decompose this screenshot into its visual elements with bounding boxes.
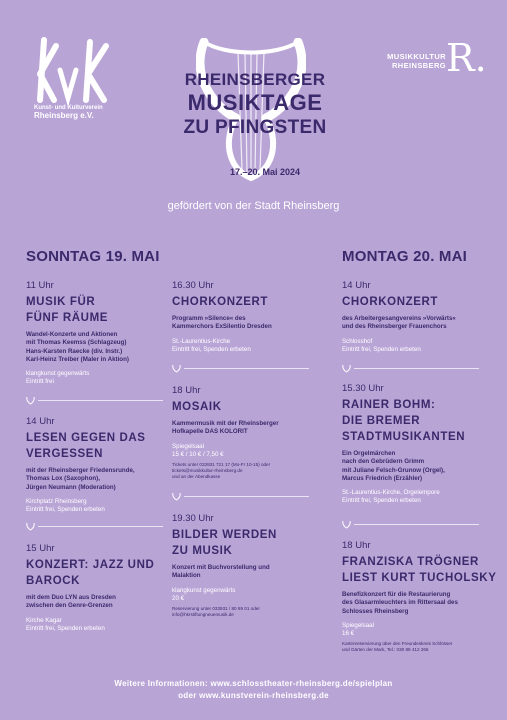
event-time: 11 Uhr: [26, 280, 54, 291]
event-time: 18 Uhr: [172, 385, 201, 396]
event-description: mit dem Duo LYN aus Dresden zwischen den Genre-Grenzen: [26, 594, 116, 610]
separator: [26, 522, 166, 531]
event-time: 18 Uhr: [342, 540, 371, 551]
day-header-sunday: SONNTAG 19. MAI: [26, 248, 160, 265]
event-venue: Kirche Kagar Eintritt frei, Spenden erbeten: [26, 616, 105, 632]
event-time: 14 Uhr: [342, 280, 371, 291]
event-time: 15 Uhr: [26, 543, 55, 554]
event-description: Kammermusik mit der Rheinsberger Hofkapelle DAS KOLORIT: [172, 420, 279, 436]
event-title: KONZERT: JAZZ UND BAROCK: [26, 559, 155, 587]
title-line-3: ZU PFINGSTEN: [183, 117, 327, 138]
event-title: CHORKONZERT: [172, 296, 269, 308]
mk-line-2: RHEINSBERG: [391, 61, 446, 70]
event-title: MUSIK FÜR FÜNF RÄUME: [26, 296, 109, 324]
kvk-subtitle: [34, 104, 124, 120]
event-title: CHORKONZERT: [342, 296, 439, 308]
event-ticket-info: Tickets unter 033931 721 17 (Mo-Fr 10-15) oder tickets@musikkultur-rheinsberg.de und an der Abendkasse: [172, 462, 271, 480]
event-time: 15.30 Uhr: [342, 383, 384, 394]
footer-info-line[interactable]: Weitere Informationen: www.schlosstheater-rheinsberg.de/spielplan: [114, 679, 393, 688]
event-venue: St.-Laurentius-Kirche Eintritt frei, Spenden erbeten: [172, 337, 251, 353]
event-card: [172, 513, 320, 618]
festival-title: [130, 70, 380, 140]
title-line-2: MUSIKTAGE: [187, 90, 323, 115]
footer: [0, 678, 507, 702]
separator: [342, 364, 482, 373]
event-card: [342, 383, 492, 506]
event-card: [26, 280, 174, 387]
event-description: Wandel-Konzerte und Aktionen mit Thomas Keemss (Schlagzeug) Hans-Karsten Raecke (div. Instr.) Karl-Heinz Treiber (Maler in Aktion): [26, 331, 129, 363]
lyre-small-icon: [172, 492, 181, 501]
lyre-small-icon: [172, 364, 181, 373]
day-header-monday: MONTAG 20. MAI: [342, 248, 468, 265]
kvk-subtitle-line1: Kunst- und Kulturverein: [34, 105, 103, 111]
title-line-1: RHEINSBERGER: [184, 70, 326, 89]
event-card: [26, 543, 174, 633]
event-description: Programm »Silence« des Kammerchors ExSilentio Dresden: [172, 315, 272, 331]
event-card: [342, 280, 492, 354]
funding-note: gefördert von der Stadt Rheinsberg: [167, 200, 340, 212]
event-venue: St.-Laurentius-Kirche, Orgelempore Eintritt frei, Spenden erbeten: [342, 489, 440, 505]
musikkultur-logo-r: R.: [446, 36, 487, 80]
event-card: [26, 416, 174, 514]
event-time: 16.30 Uhr: [172, 280, 214, 291]
event-title: LESEN GEGEN DAS VERGESSEN: [26, 432, 146, 460]
event-card: [342, 540, 497, 653]
mk-line-1: MUSIKKULTUR: [387, 52, 446, 61]
event-title: BILDER WERDEN ZU MUSIK: [172, 529, 277, 557]
event-description: Benefizkonzert für die Restaurierung des Glasarmleuchters im Rittersaal des Schlosses Rheinsberg: [342, 591, 458, 615]
event-reservation-info: Reservierung unter 033931 / 80 89 01 oder info@hkrstiftungneuemusik.de: [172, 606, 260, 618]
event-time: 19.30 Uhr: [172, 513, 214, 524]
kvk-subtitle-line2: Rheinsberg e.V.: [34, 111, 94, 120]
event-venue: Kirchplatz Rheinsberg Eintritt frei, Spenden erbeten: [26, 497, 105, 514]
event-venue: Spiegelsaal 16 €: [342, 621, 374, 638]
event-venue: klangkunst gegenwärts 20 €: [172, 586, 236, 602]
footer-link-line[interactable]: oder www.kunstverein-rheinsberg.de: [178, 691, 329, 700]
event-title: FRANZISKA TRÖGNER LIEST KURT TUCHOLSKY: [342, 556, 497, 584]
separator: [172, 492, 312, 501]
lyre-small-icon: [26, 396, 35, 405]
separator: [342, 520, 482, 529]
event-time: 14 Uhr: [26, 416, 55, 427]
festival-dates: 17.–20. Mai 2024: [229, 167, 301, 177]
lyre-small-icon: [342, 520, 351, 529]
event-venue: klangkunst gegenwärts Eintritt frei: [26, 370, 90, 386]
event-description: Konzert mit Buchvorstellung und Malaktion: [172, 564, 270, 580]
separator: [26, 396, 166, 405]
event-description: Ein Orgelmärchen nach den Gebrüdern Grimm mit Juliane Felsch-Grunow (Orgel), Marcus Friedrich (Erzähler): [342, 450, 445, 482]
event-description: des Arbeitergesangvereins »Vorwärts« und des Rheinsberger Frauenchors: [342, 315, 456, 331]
musikkultur-logo-text: [376, 52, 446, 70]
event-title: MOSAIK: [172, 401, 222, 413]
event-card: [172, 385, 320, 480]
event-reservation-info: Kartenreservierung über den Freundeskreis Schlösser und Gärten der Mark, Tel.: 030 88 412 266: [342, 641, 453, 653]
event-title: RAINER BOHM: DIE BREMER STADTMUSIKANTEN: [342, 399, 466, 443]
event-description: mit der Rheinsberger Friedensrunde, Thomas Lox (Saxophon), Jürgen Neumann (Moderation): [26, 467, 135, 491]
event-venue: Schlosshof Eintritt frei, Spenden erbeten: [342, 337, 421, 353]
lyre-small-icon: [26, 522, 35, 531]
event-venue: Spiegelsaal 15 € / 10 € / 7,50 €: [172, 442, 224, 458]
separator: [172, 364, 312, 373]
event-card: [172, 280, 320, 354]
lyre-small-icon: [342, 364, 351, 373]
